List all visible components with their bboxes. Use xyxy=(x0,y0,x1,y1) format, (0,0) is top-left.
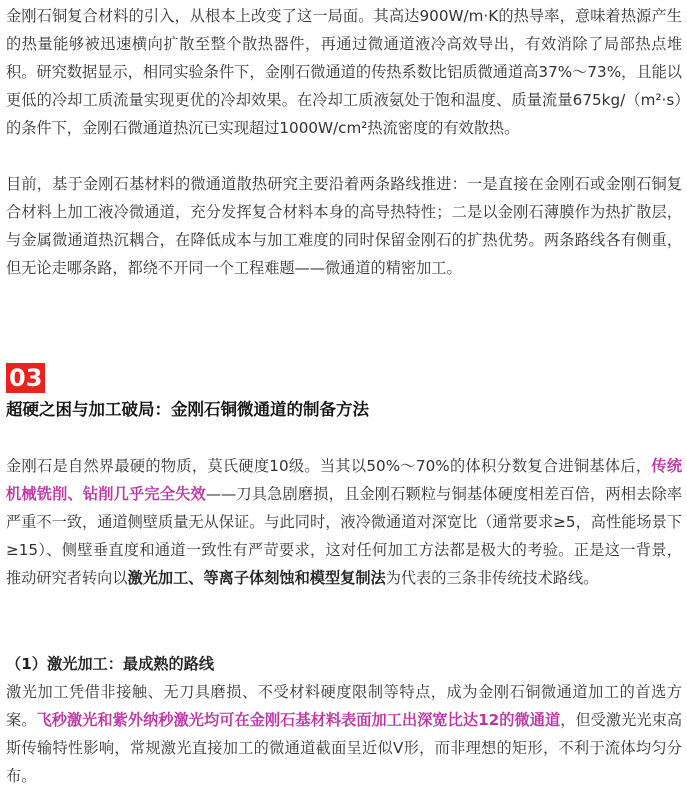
paragraph-hardness-challenge xyxy=(6,452,682,592)
highlight-femtosecond-laser: 飞秒激光和紫外纳秒激光均可在金刚石基材料表面加工出深宽比达12的微通道 xyxy=(36,711,561,729)
text-run: 激光加工凭借非接触、无刀具磨损、不受材料硬度限制等特点，成为金刚石铜微通道加工的首选方案。 xyxy=(6,683,682,729)
paragraph-research-routes: 目前，基于金刚石基材料的微通道散热研究主要沿着两条路线推进：一是直接在金刚石或金刚石铜复合材料上加工液冷微通道，充分发挥复合材料本身的高导热特性；二是以金刚石薄膜作为热扩散层，与金属微通道热沉耦合，在降低成本与加工难度的同时保留金刚石的扩热优势。两条路线各有侧重，但无论走哪条路，都绕不开同一个工程难题——微通道的精密加工。 xyxy=(6,175,682,277)
text-run: ，但受激光光束高斯传输特性影响，常规激光直接加工的微通道截面呈近似V形，而非理想的矩形，不利于流体均匀分布。 xyxy=(6,711,683,785)
text-run: 金刚石是自然界最硬的物质，莫氏硬度10级。当其以50%～70%的体积分数复合进铜基体后， xyxy=(6,457,652,475)
text-run: ——刀具急剧磨损，且金刚石颗粒与铜基体硬度相差百倍，两相去除率严重不一致，通道侧壁质量无从保证。与此同时，液冷微通道对深宽比（通常要求≥5，高性能场景下≥15）、侧壁垂直度和通道一致性有严苛要求，这对任何加工方法都是极大的考验。正是这一背景，推动研究者转向以 xyxy=(6,485,683,587)
section-number-badge: 03 xyxy=(6,363,45,393)
paragraph-laser-processing xyxy=(6,678,682,790)
highlight-machining-fails: 传统机械铣削、钻削几乎完全失效 xyxy=(6,457,683,503)
bold-three-methods: 激光加工、等离子体刻蚀和模型复制法 xyxy=(127,569,386,587)
subsection-title-laser: （1）激光加工：最成熟的路线 xyxy=(6,655,215,673)
paragraph-diamond-copper-intro: 金刚石铜复合材料的引入，从根本上改变了这一局面。其高达900W/m·K的热导率，意味着热源产生的热量能够被迅速横向扩散至整个散热器件，再通过微通道液冷高效导出，有效消除了局部热点堆积。研究数据显示，相同实验条件下，金刚石微通道的传热系数比铝质微通道高37%～73%，且能以更低的冷却工质流量实现更优的冷却效果。在冷却工质液氨处于饱和温度、质量流量675kg/（m²·s）的条件下，金刚石微通道热沉已实现超过1000W/cm²热流密度的有效散热。 xyxy=(6,7,682,137)
text-run: 为代表的三条非传统技术路线。 xyxy=(385,569,599,587)
section-title: 超硬之困与加工破局：金刚石铜微通道的制备方法 xyxy=(6,400,369,419)
